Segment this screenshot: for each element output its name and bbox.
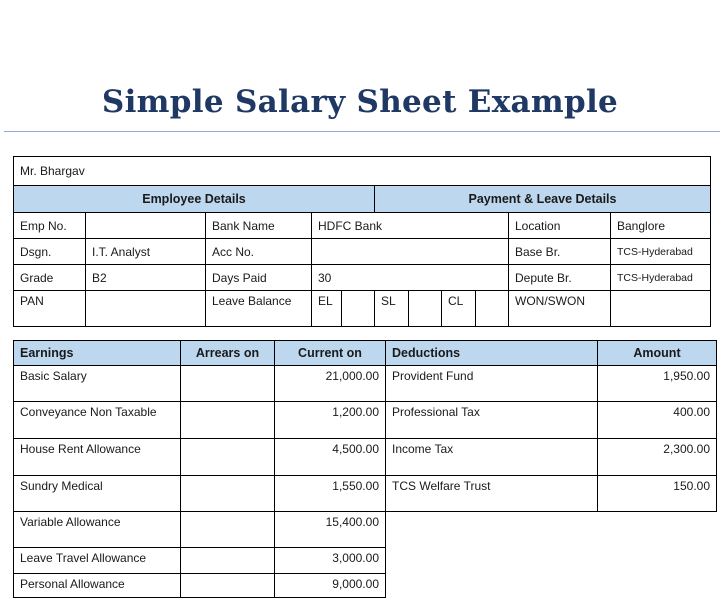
employee-name: Mr. Bhargav (14, 157, 711, 186)
acc-no-value (312, 239, 509, 265)
deduction-label: Income Tax (386, 439, 598, 476)
earning-label: Variable Allowance (14, 512, 181, 548)
depute-br-label: Depute Br. (509, 265, 611, 291)
earning-label: Basic Salary (14, 366, 181, 402)
earning-label: Conveyance Non Taxable (14, 402, 181, 439)
title-underline (4, 131, 720, 132)
current-value: 1,550.00 (275, 476, 386, 512)
base-br-value: TCS-Hyderabad (611, 239, 711, 265)
deduction-amount: 150.00 (598, 476, 717, 512)
arrears-value (181, 402, 275, 439)
earnings-header: Earnings (14, 341, 181, 366)
bank-name-value: HDFC Bank (312, 213, 509, 239)
pan-label: PAN (14, 291, 86, 327)
current-value: 15,400.00 (275, 512, 386, 548)
deduction-label: TCS Welfare Trust (386, 476, 598, 512)
current-header: Current on (275, 341, 386, 366)
depute-br-value: TCS-Hyderabad (611, 265, 711, 291)
base-br-label: Base Br. (509, 239, 611, 265)
dsgn-label: Dsgn. (14, 239, 86, 265)
cl-label: CL (442, 291, 476, 327)
deduction-amount: 2,300.00 (598, 439, 717, 476)
salary-table (13, 340, 717, 598)
table-row (14, 439, 717, 476)
sl-label: SL (375, 291, 409, 327)
bank-name-label: Bank Name (206, 213, 312, 239)
arrears-header: Arrears on (181, 341, 275, 366)
emp-no-label: Emp No. (14, 213, 86, 239)
location-label: Location (509, 213, 611, 239)
table-row (14, 402, 717, 439)
current-value: 21,000.00 (275, 366, 386, 402)
earning-label: Leave Travel Allowance (14, 548, 181, 574)
deduction-amount: 400.00 (598, 402, 717, 439)
arrears-value (181, 548, 275, 574)
grade-label: Grade (14, 265, 86, 291)
earning-label: Sundry Medical (14, 476, 181, 512)
current-value: 3,000.00 (275, 548, 386, 574)
deductions-header: Deductions (386, 341, 598, 366)
leave-balance-label: Leave Balance (206, 291, 312, 327)
location-value: Banglore (611, 213, 711, 239)
days-paid-label: Days Paid (206, 265, 312, 291)
earning-label: Personal Allowance (14, 574, 181, 598)
current-value: 4,500.00 (275, 439, 386, 476)
earning-label: House Rent Allowance (14, 439, 181, 476)
deduction-amount: 1,950.00 (598, 366, 717, 402)
deductions-empty-area (386, 512, 717, 598)
arrears-value (181, 366, 275, 402)
current-value: 1,200.00 (275, 402, 386, 439)
current-value: 9,000.00 (275, 574, 386, 598)
deduction-label: Provident Fund (386, 366, 598, 402)
employee-details-header: Employee Details (14, 186, 375, 213)
days-paid-value: 30 (312, 265, 509, 291)
won-swon-value (611, 291, 711, 327)
deduction-label: Professional Tax (386, 402, 598, 439)
arrears-value (181, 476, 275, 512)
employee-details-table (13, 156, 711, 327)
dsgn-value: I.T. Analyst (86, 239, 206, 265)
payment-leave-header: Payment & Leave Details (375, 186, 711, 213)
table-row (14, 476, 717, 512)
el-value (342, 291, 375, 327)
acc-no-label: Acc No. (206, 239, 312, 265)
table-row (14, 366, 717, 402)
amount-header: Amount (598, 341, 717, 366)
cl-value (476, 291, 509, 327)
arrears-value (181, 512, 275, 548)
arrears-value (181, 574, 275, 598)
el-label: EL (312, 291, 342, 327)
page-title: Simple Salary Sheet Example (101, 84, 619, 120)
emp-no-value (86, 213, 206, 239)
grade-value: B2 (86, 265, 206, 291)
pan-value (86, 291, 206, 327)
table-row (14, 512, 717, 548)
arrears-value (181, 439, 275, 476)
won-swon-label: WON/SWON (509, 291, 611, 327)
sl-value (409, 291, 442, 327)
